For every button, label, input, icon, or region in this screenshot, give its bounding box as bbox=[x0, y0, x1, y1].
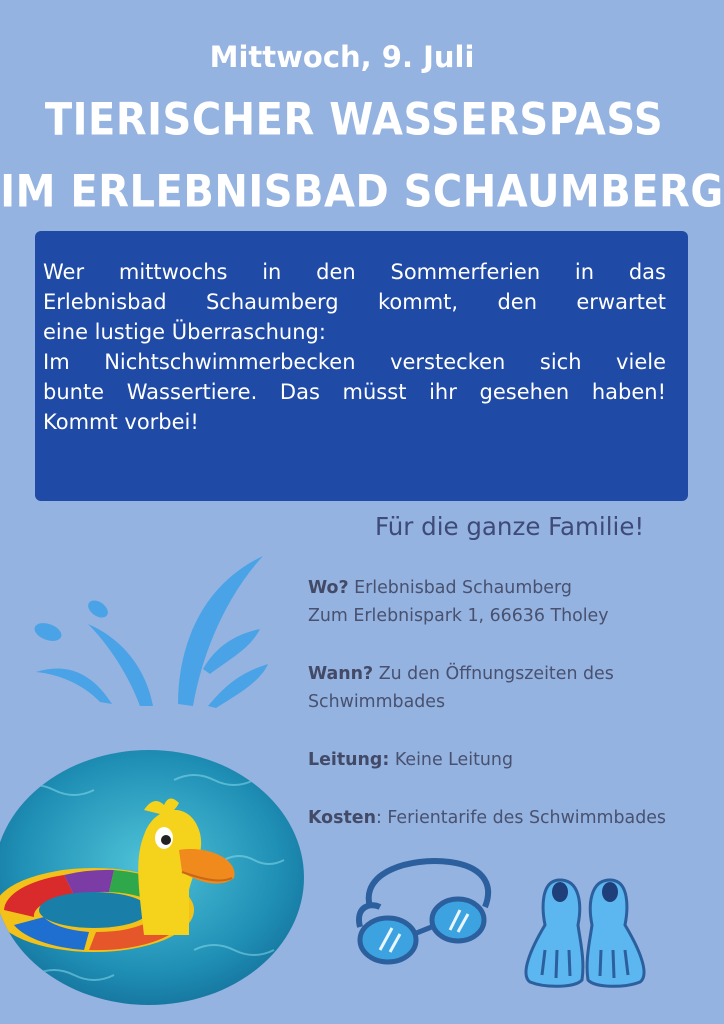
info-location bbox=[308, 574, 718, 630]
location-label: Wo? bbox=[308, 578, 349, 598]
cost-value: : Ferientarife des Schwimmbades bbox=[375, 808, 666, 828]
family-tagline: Für die ganze Familie! bbox=[375, 512, 645, 541]
intro-line-2: Erlebnisbad Schaumberg kommt, den erwartet bbox=[43, 290, 666, 314]
info-cost bbox=[308, 804, 718, 832]
headline-line-2: IM ERLEBNISBAD SCHAUMBERG bbox=[0, 166, 724, 218]
intro-line-6: Kommt vorbei! bbox=[43, 410, 199, 434]
duck-float-icon bbox=[0, 750, 304, 1005]
swim-fins-icon bbox=[520, 870, 650, 990]
lead-label: Leitung: bbox=[308, 750, 390, 770]
event-date: Mittwoch, 9. Juli bbox=[209, 40, 475, 74]
cost-label: Kosten bbox=[308, 808, 376, 828]
water-splash-icon bbox=[28, 554, 273, 714]
intro-box bbox=[35, 231, 688, 501]
info-section bbox=[308, 574, 718, 862]
location-name: Erlebnisbad Schaumberg bbox=[354, 578, 572, 598]
intro-line-5: bunte Wassertiere. Das müsst ihr gesehen haben! bbox=[43, 380, 666, 404]
info-time bbox=[308, 660, 718, 716]
time-value-1: Zu den Öffnungszeiten des bbox=[378, 664, 614, 684]
time-value-2: Schwimmbades bbox=[308, 692, 446, 712]
headline-line-1: TIERISCHER WASSERSPASS bbox=[44, 94, 664, 146]
intro-line-3: eine lustige Überraschung: bbox=[43, 320, 326, 344]
lead-value: Keine Leitung bbox=[394, 750, 513, 770]
intro-line-4: Im Nichtschwimmerbecken verstecken sich viele bbox=[43, 350, 666, 374]
location-address: Zum Erlebnispark 1, 66636 Tholey bbox=[308, 606, 609, 626]
info-lead bbox=[308, 746, 718, 774]
intro-line-1: Wer mittwochs in den Sommerferien in das bbox=[43, 260, 666, 284]
pool-duck-photo bbox=[0, 750, 304, 1005]
swim-goggles-icon bbox=[350, 852, 500, 972]
time-label: Wann? bbox=[308, 664, 374, 684]
